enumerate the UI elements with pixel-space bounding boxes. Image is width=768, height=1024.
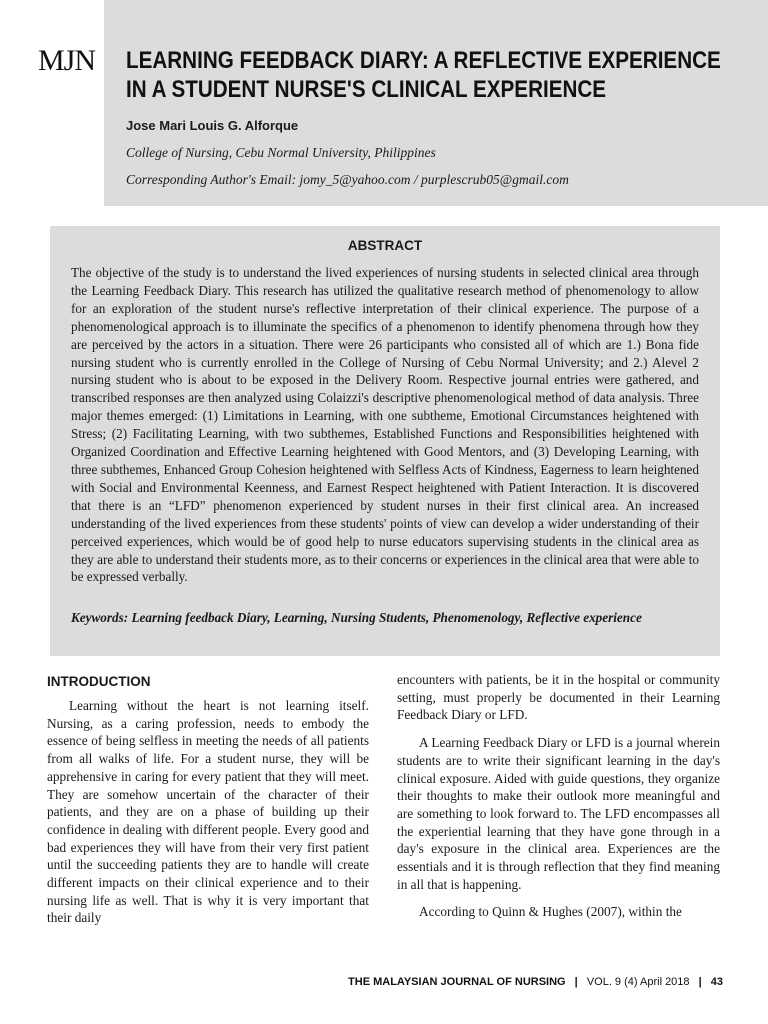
keywords: Keywords: Learning feedback Diary, Learning, Nursing Students, Phenomenology, Reflective experience bbox=[71, 610, 642, 625]
title-line-2: IN A STUDENT NURSE'S CLINICAL EXPERIENCE bbox=[126, 76, 607, 103]
footer-separator: | bbox=[574, 976, 578, 988]
right-column bbox=[397, 671, 720, 931]
footer-separator-2: | bbox=[698, 976, 702, 988]
author-name: Jose Mari Louis G. Alforque bbox=[126, 118, 299, 133]
lfd-paragraph: A Learning Feedback Diary or LFD is a journal wherein students are to write their significant learning in the day's clinical exposure. Aided with guide questions, they organize their thoughts to make their outlook more meaningful and are something to look forward to. The LFD encompasses all the experiential learning that they have gone through in a day's exposure in the clinical area. Experiences are the essentials and it is through reflection that they find meaning in all that is happening. bbox=[397, 735, 720, 892]
page-footer bbox=[0, 976, 723, 988]
logo-box bbox=[0, 0, 104, 206]
page-number: 43 bbox=[710, 976, 723, 988]
left-column bbox=[47, 697, 369, 937]
continued-paragraph: encounters with patients, be it in the hospital or community setting, must properly be documented in their Learning Feedback Diary or LFD. bbox=[397, 672, 720, 723]
abstract-box bbox=[50, 226, 720, 656]
journal-logo: MJN bbox=[38, 44, 96, 77]
abstract-body: The objective of the study is to understand the lived experiences of nursing students in selected clinical area through the Learning Feedback Diary. This research has utilized the qualitative research method of phenomenology to allow for an exploration of the student nurse's reflective interpretation of their clinical experience. The purpose of a phenomenological approach is to illuminate the specifics of a phenomenon to identify phenomena through how they are perceived by the actors in a situation. There were 26 participants who consisted all of which are 1.) Bona fide nursing student who is currently enrolled in the College of Nursing of Cebu Normal University; and 2.) Alevel 2 nursing student who is about to be exposed in the Delivery Room. Respective journal entries were gathered, and transcribed responses are then analyzed using Colaizzi's descriptive phenomenological method of data analysis. Three major themes emerged: (1) Limitations in Learning, with one subtheme, Emotional Circumstances heightened with Stress; (2) Facilitating Learning, with two subthemes, Established Functions and Responsibilities heightened with Organized Coordination and Effective Learning heightened with Good Mentors, and (3) Developing Learning, with three subthemes, Enhanced Group Cohesion heightened with Selfless Acts of Kindness, Eagerness to learn heightened with Social and Environmental Keenness, and Earnest Respect heightened with Patient Interaction. It is discovered that there is an “LFD” phenomenon experienced by student nurses in their first clinical area. An increased understanding of the lived experiences from these students' points of view can develop a wider understanding of their perceived experiences, which would be of good help to nurse educators supervising students in the clinical area as they are able to understand their students more, as to their concerns or experiences in the clinical area that were able to be expressed verbally. bbox=[71, 265, 699, 585]
title-line-1: LEARNING FEEDBACK DIARY: A REFLECTIVE EXPERIENCE bbox=[126, 47, 721, 74]
footer-volume: VOL. 9 (4) April 2018 bbox=[586, 976, 690, 988]
corresponding-email: Corresponding Author's Email: jomy_5@yahoo.com / purplescrub05@gmail.com bbox=[126, 172, 569, 187]
quinn-paragraph: According to Quinn & Hughes (2007), within the bbox=[419, 904, 682, 920]
affiliation: College of Nursing, Cebu Normal University, Philippines bbox=[126, 145, 436, 160]
abstract-heading: ABSTRACT bbox=[347, 238, 423, 253]
intro-paragraph: Learning without the heart is not learning itself. Nursing, as a caring profession, needs to embody the essence of being selfless in meeting the needs of all patients from all walks of life. For a student nurse, they will be apprehensive in caring for every patient that they will meet. They are somehow uncertain of the character of their patients, and they are on a phase of building up their confidence in dealing with different people. Every good and bad experiences they will have from their very first patient until the succeeding patients they are to handle will create different impacts on their clinical experience and to their nursing life as well. That is why it is very important that their daily bbox=[47, 698, 369, 926]
introduction-heading: INTRODUCTION bbox=[47, 674, 151, 689]
footer-journal-name: THE MALAYSIAN JOURNAL OF NURSING bbox=[348, 976, 566, 988]
article-title bbox=[126, 46, 721, 104]
